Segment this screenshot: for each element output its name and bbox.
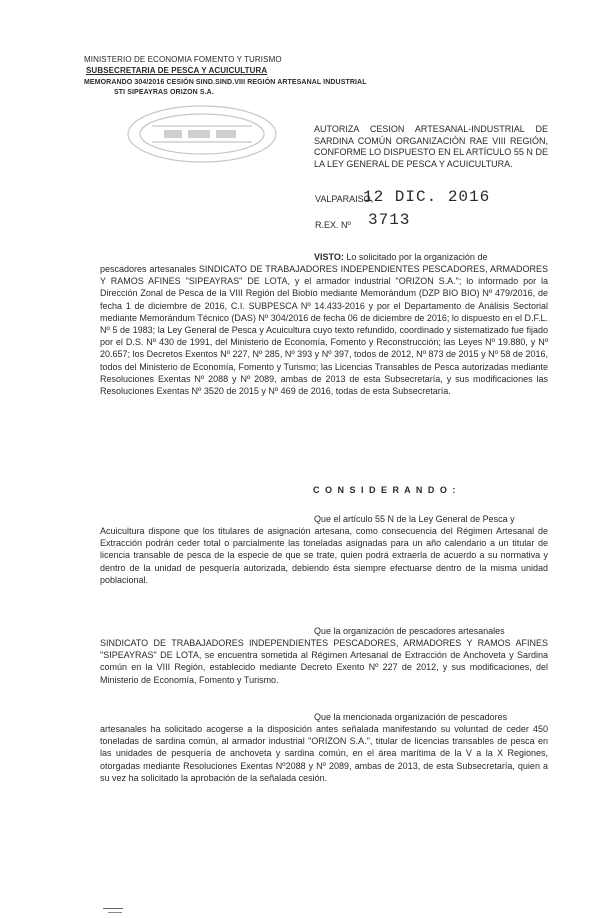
footer-mark [103,908,123,909]
considerando-p2-body: SINDICATO DE TRABAJADORES INDEPENDIENTES PESCADORES, ARMADORES Y RAMOS AFINES "SIPEAYRAS" DE LOTA, se encuentra sometida al Régimen Artesanal de Extracción de Anchoveta y Sardina común en la VIII Región, establecido mediante Decreto Exento Nº 227 de 2012, y sus modificaciones, del Ministerio de Economía, Fomento y Turismo. [100,638,548,685]
rex-number: 3713 [368,211,411,229]
resolution-title: AUTORIZA CESION ARTESANAL-INDUSTRIAL DE SARDINA COMÚN ORGANIZACIÓN RAE VIII REGIÓN, CONFORME LO DISPUESTO EN EL ARTÍCULO 55 N DE LA LEY GENERAL DE PESCA Y ACUICULTURA. [314,124,548,169]
visto-lead: VISTO: [314,252,344,262]
received-stamp-icon [122,102,282,166]
considerando-p2-first: Que la organización de pescadores artesanales [314,626,505,636]
considerando-heading: C O N S I D E R A N D O : [313,485,457,495]
visto-body: pescadores artesanales SINDICATO DE TRABAJADORES INDEPENDIENTES PESCADORES, ARMADORES Y RAMOS AFINES "SIPEAYRAS" DE LOTA, y el armador industrial "ORIZON S.A."; lo informado por la Dirección Zonal de Pesca de la VIII Región del Biobío mediante Memorándum (DZP BIO BIO) Nº 479/2016, de fecha 1 de diciembre de 2016, C.I. SUBPESCA Nº 14.433-2016 y por el Departamento de Análisis Sectorial mediante Memorándum Técnico (DAS) Nº 304/2016 de fecha 06 de diciembre de 2016; lo dispuesto en el D.F.L. Nº 5 de 1983; la Ley General de Pesca y Acuicultura cuyo texto refundido, coordinado y sistematizado fue fijado por el D.S. Nº 430 de 1991, del Ministerio de Economía, Fomento y Reconstrucción; las Leyes Nº 19.880, y Nº 20.657; los Decretos Exentos Nº 227, Nº 285, Nº 393 y Nº 397, todos de 2012, Nº 873 de 2015 y Nº 58 de 2016, todos del Ministerio de Economía, Fomento y Turismo; las Licencias Transables de Pesca autorizadas mediante Resoluciones Exentas Nº 2088 y Nº 2089, ambas de 2013 de esta Subsecretaría, y sus modificaciones las Resoluciones Exentas Nº 3520 de 2015 y Nº 469 de 2016, todas de esta Subsecretaría. [100,264,548,397]
header-ministry: MINISTERIO DE ECONOMIA FOMENTO Y TURISMO [84,55,282,64]
header-memo: MEMORANDO 304/2016 CESIÓN SIND.SIND.VIII REGIÓN ARTESANAL INDUSTRIAL [84,79,367,86]
considerando-p3-body: artesanales ha solicitado acogerse a la disposición antes señalada manifestando su voluntad de ceder 450 toneladas de sardina común, al armador industrial "ORIZON S.A.", titular de licencias transables de pesca en las unidades de pesquería de anchoveta y sardina común, en el área marítima de la V a la X Regiones, otorgadas mediante Resoluciones Exentas Nº2088 y Nº 2089, ambas de 2013, de esta Subsecretaría, quien a su vez ha solicitado la aprobación de la señalada cesión. [100,724,548,783]
footer-mark-secondary [108,912,122,913]
date-label: VALPARAISO, [315,194,374,204]
header-parties: STI SIPEAYRAS ORIZON S.A. [114,89,214,96]
considerando-p1-first: Que el artículo 55 N de la Ley General de Pesca y [314,514,515,524]
considerando-p1-body: Acuicultura dispone que los titulares de asignación artesana, como consecuencia del Régimen Artesanal de Extracción podrán ceder total o parcialmente las toneladas asignadas para un año calendario a un titular de licencia transable de pesca de la especie de que se trate, quien podrá extraerla de acuerdo a su normativa y dentro de la unidad de pesquería autorizada, debiendo ésta siempre efectuarse dentro de la misma unidad poblacional. [100,526,548,585]
visto-first-text: Lo solicitado por la organización de [346,252,488,262]
rex-label: R.EX. Nº [315,220,351,230]
date-value: 12 DIC. 2016 [363,188,491,206]
visto-first-line [314,251,548,263]
considerando-p3-first: Que la mencionada organización de pescadores [314,712,508,722]
header-subsecretaria: SUBSECRETARIA DE PESCA Y ACUICULTURA [86,66,268,75]
